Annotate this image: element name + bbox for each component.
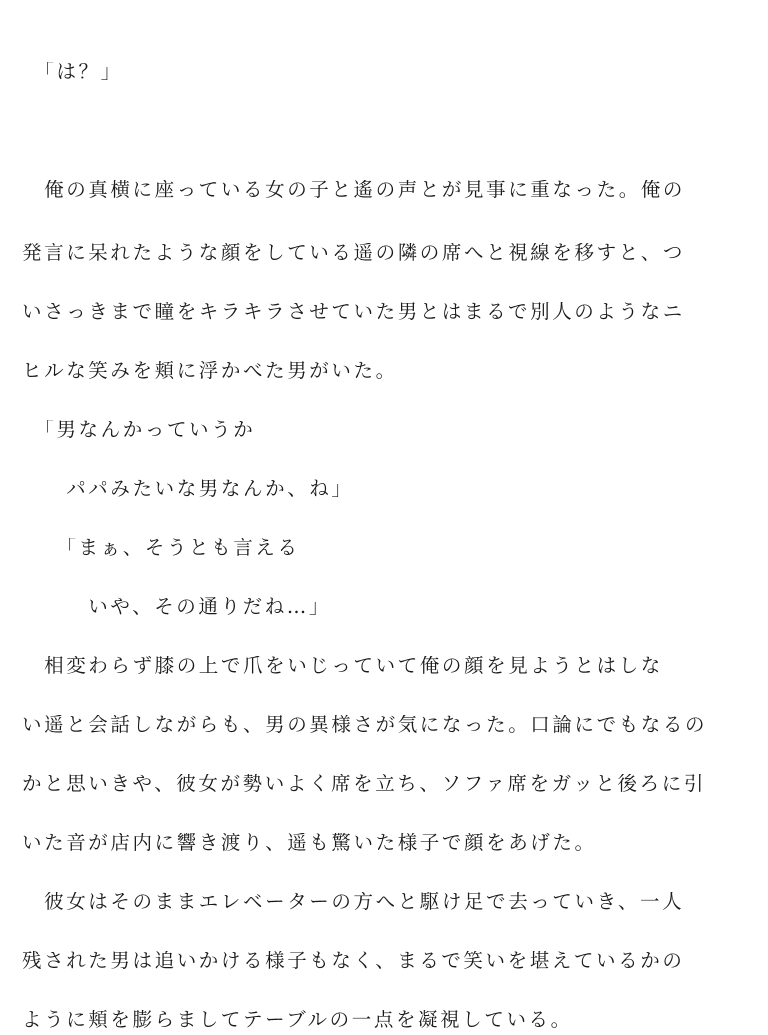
paragraph-line: いさっきまで瞳をキラキラさせていた男とはまるで別人のようなニ (22, 302, 685, 322)
paragraph-line: 発言に呆れたような顔をしている遥の隣の席へと視線を移すと、つ (22, 243, 686, 263)
paragraph-line: ヒルな笑みを頬に浮かべた男がいた。 (22, 361, 398, 381)
dialogue-line: パパみたいな男なんか、ね」 (22, 479, 354, 499)
paragraph-line: 彼女はそのままエレベーターの方へと駆け足で去っていき、一人 (22, 892, 685, 912)
paragraph-line: いた音が店内に響き渡り、遥も驚いた様子で顔をあげた。 (22, 833, 597, 853)
paragraph-line: 残された男は追いかける様子もなく、まるで笑いを堪えているかの (22, 951, 685, 971)
paragraph-line: い遥と会話しながらも、男の異様さが気になった。口論にでもなるの (22, 715, 708, 735)
dialogue-line: 「男なんかっていうか (22, 420, 256, 440)
paragraph-line: ように頬を膨らましてテーブルの一点を凝視している。 (22, 1010, 573, 1030)
paragraph-line: 「は？」 (22, 62, 123, 82)
paragraph-line: 相変わらず膝の上で爪をいじっていて俺の顔を見ようとはしな (22, 656, 663, 676)
dialogue-line: 「まぁ、そうとも言える (22, 538, 300, 558)
dialogue-line: いや、その通りだね…」 (22, 597, 332, 617)
paragraph-line: 俺の真横に座っている女の子と遙の声とが見事に重なった。俺の (22, 180, 686, 200)
paragraph-line: かと思いきや、彼女が勢いよく席を立ち、ソファ席をガッと後ろに引 (22, 774, 706, 794)
